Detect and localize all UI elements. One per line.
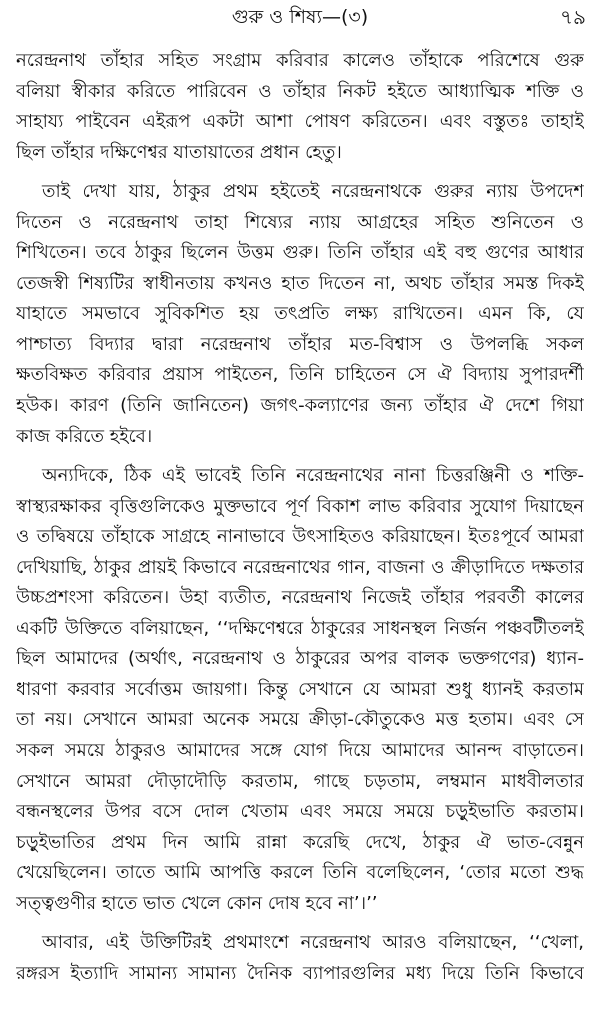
paragraph-4 xyxy=(16,928,584,989)
text-line: আবার, এই উক্তিটিরই প্রথমাংশে নরেন্দ্রনাথ আরও বলিয়াছেন, ‘‘খেলা, xyxy=(42,932,584,954)
text-line: তা নয়। সেখানে আমরা অনেক সময়ে ক্রীড়া-কৌতুকেও মত্ত হতাম। এবং সে xyxy=(16,709,584,731)
text-line: রঙ্গরস ইত্যাদি সামান্য সামান্য দৈনিক ব্যাপারগুলির মধ্য দিয়ে তিনি কিভাবে xyxy=(16,962,584,984)
text-line: পাশ্চাত্য বিদ্যার দ্বারা নরেন্দ্রনাথ তাঁহার মত-বিশ্বাস ও উপলব্ধি সকল xyxy=(16,333,584,355)
text-line: শিখিতেন। তবে ঠাকুর ছিলেন উত্তম গুরু। তিনি তাঁহার এই বহু গুণের আধার xyxy=(16,242,584,264)
text-line: বন্ধনস্থলের উপর বসে দোল খেতাম এবং সময়ে সময়ে চড়ুইভাতি করতাম। xyxy=(16,801,584,823)
text-line: তেজস্বী শিষ্যটির স্বাধীনতায় কখনও হাত দিতেন না, অথচ তাঁহার সমস্ত দিকই xyxy=(16,272,584,294)
text-line: সত্ত্বগুণীর হাতে ভাত খেলে কোন দোষ হবে না’।’’ xyxy=(16,892,378,914)
text-line: ধারণা করবার সর্বোত্তম জায়গা। কিন্তু সেখানে যে আমরা শুধু ধ্যানই করতাম xyxy=(16,678,584,700)
text-line: ক্ষতবিক্ষত করিবার প্রয়াস পাইতেন, তিনি চাহিতেন সে ঐ বিদ্যায় সুপারদর্শী xyxy=(16,364,584,386)
paragraph-1 xyxy=(16,46,584,168)
text-line: খেয়েছিলেন। তাতে আমি আপত্তি করলে তিনি বলেছিলেন, ‘তোর মতো শুদ্ধ xyxy=(16,862,584,884)
text-line: বলিয়া স্বীকার করিতে পারিবেন ও তাঁহার নিকট হইতে আধ্যাত্মিক শক্তি ও xyxy=(16,80,584,102)
text-line: হউক। কারণ (তিনি জানিতেন) জগৎ-কল্যাণের জন্য তাঁহার ঐ দেশে গিয়া xyxy=(16,395,584,417)
paragraph-gap xyxy=(16,452,584,461)
running-header xyxy=(0,0,600,46)
text-line: ছিল আমাদের (অর্থাৎ, নরেন্দ্রনাথ ও ঠাকুরের অপর বালক ভক্তগণের) ধ্যান- xyxy=(16,648,584,670)
paragraph-3 xyxy=(16,461,584,919)
text-line: যাহাতে সমভাবে সুবিকশিত হয় তৎপ্রতি লক্ষ্য রাখিতেন। এমন কি, যে xyxy=(16,303,584,325)
text-line: দেখিয়াছি, ঠাকুর প্রায়ই কিভাবে নরেন্দ্রনাথের গান, বাজনা ও ক্রীড়াদিতে দক্ষতার xyxy=(16,556,584,578)
text-line: স্বাস্থ্যরক্ষাকর বৃত্তিগুলিকেও মুক্তভাবে পূর্ণ বিকাশ লাভ করিবার সুযোগ দিয়াছেন xyxy=(16,495,584,517)
text-line: ছিল তাঁহার দক্ষিণেশ্বর যাতায়াতের প্রধান হেতু। xyxy=(16,141,342,163)
text-line: নরেন্দ্রনাথ তাঁহার সহিত সংগ্রাম করিবার কালেও তাঁহাকে পরিশেষে গুরু xyxy=(16,50,584,71)
text-line: কাজ করিতে হইবে। xyxy=(16,425,153,447)
paragraph-gap xyxy=(16,919,584,928)
text-line: একটি উক্তিতে বলিয়াছেন, ‘‘দক্ষিণেশ্বরে ঠাকুরের সাধনস্থল নির্জন পঞ্চবটীতলই xyxy=(16,617,584,639)
text-line: তাই দেখা যায়, ঠাকুর প্রথম হইতেই নরেন্দ্রনাথকে গুরুর ন্যায় উপদেশ xyxy=(42,181,584,203)
text-line: সেখানে আমরা দৌড়াদৌড়ি করতাম, গাছে চড়তাম, লম্বমান মাধবীলতার xyxy=(16,770,584,792)
page-number: ৭৯ xyxy=(560,5,586,29)
text-line: সকল সময়ে ঠাকুরও আমাদের সঙ্গে যোগ দিয়ে আমাদের আনন্দ বাড়াতেন। xyxy=(16,740,584,762)
paragraph-gap xyxy=(16,168,584,177)
body-text xyxy=(16,46,584,989)
text-line: দিতেন ও নরেন্দ্রনাথ তাহা শিষ্যের ন্যায় আগ্রহের সহিত শুনিতেন ও xyxy=(16,211,584,233)
text-line: ও তদ্বিষয়ে তাঁহাকে সাগ্রহে নানাভাবে উৎসাহিতও করিয়াছেন। ইতঃপূর্বে আমরা xyxy=(16,526,584,548)
text-line: সাহায্য পাইবেন এইরূপ একটা আশা পোষণ করিতেন। এবং বস্তুতঃ তাহাই xyxy=(16,111,584,133)
paragraph-2 xyxy=(16,177,584,452)
text-line: চড়ুইভাতির প্রথম দিন আমি রান্না করেছি দেখে, ঠাকুর ঐ ভাত-বেন্নুন xyxy=(16,831,584,853)
text-line: অন্যদিকে, ঠিক এই ভাবেই তিনি নরেন্দ্রনাথের নানা চিত্তরঞ্জিনী ও শক্তি- xyxy=(42,465,584,487)
running-title: গুরু ও শিষ্য—(৩) xyxy=(231,6,369,28)
text-line: উচ্চপ্রশংসা করিতেন। উহা ব্যতীত, নরেন্দ্রনাথ নিজেই তাঁহার পরবর্তী কালের xyxy=(16,587,584,609)
